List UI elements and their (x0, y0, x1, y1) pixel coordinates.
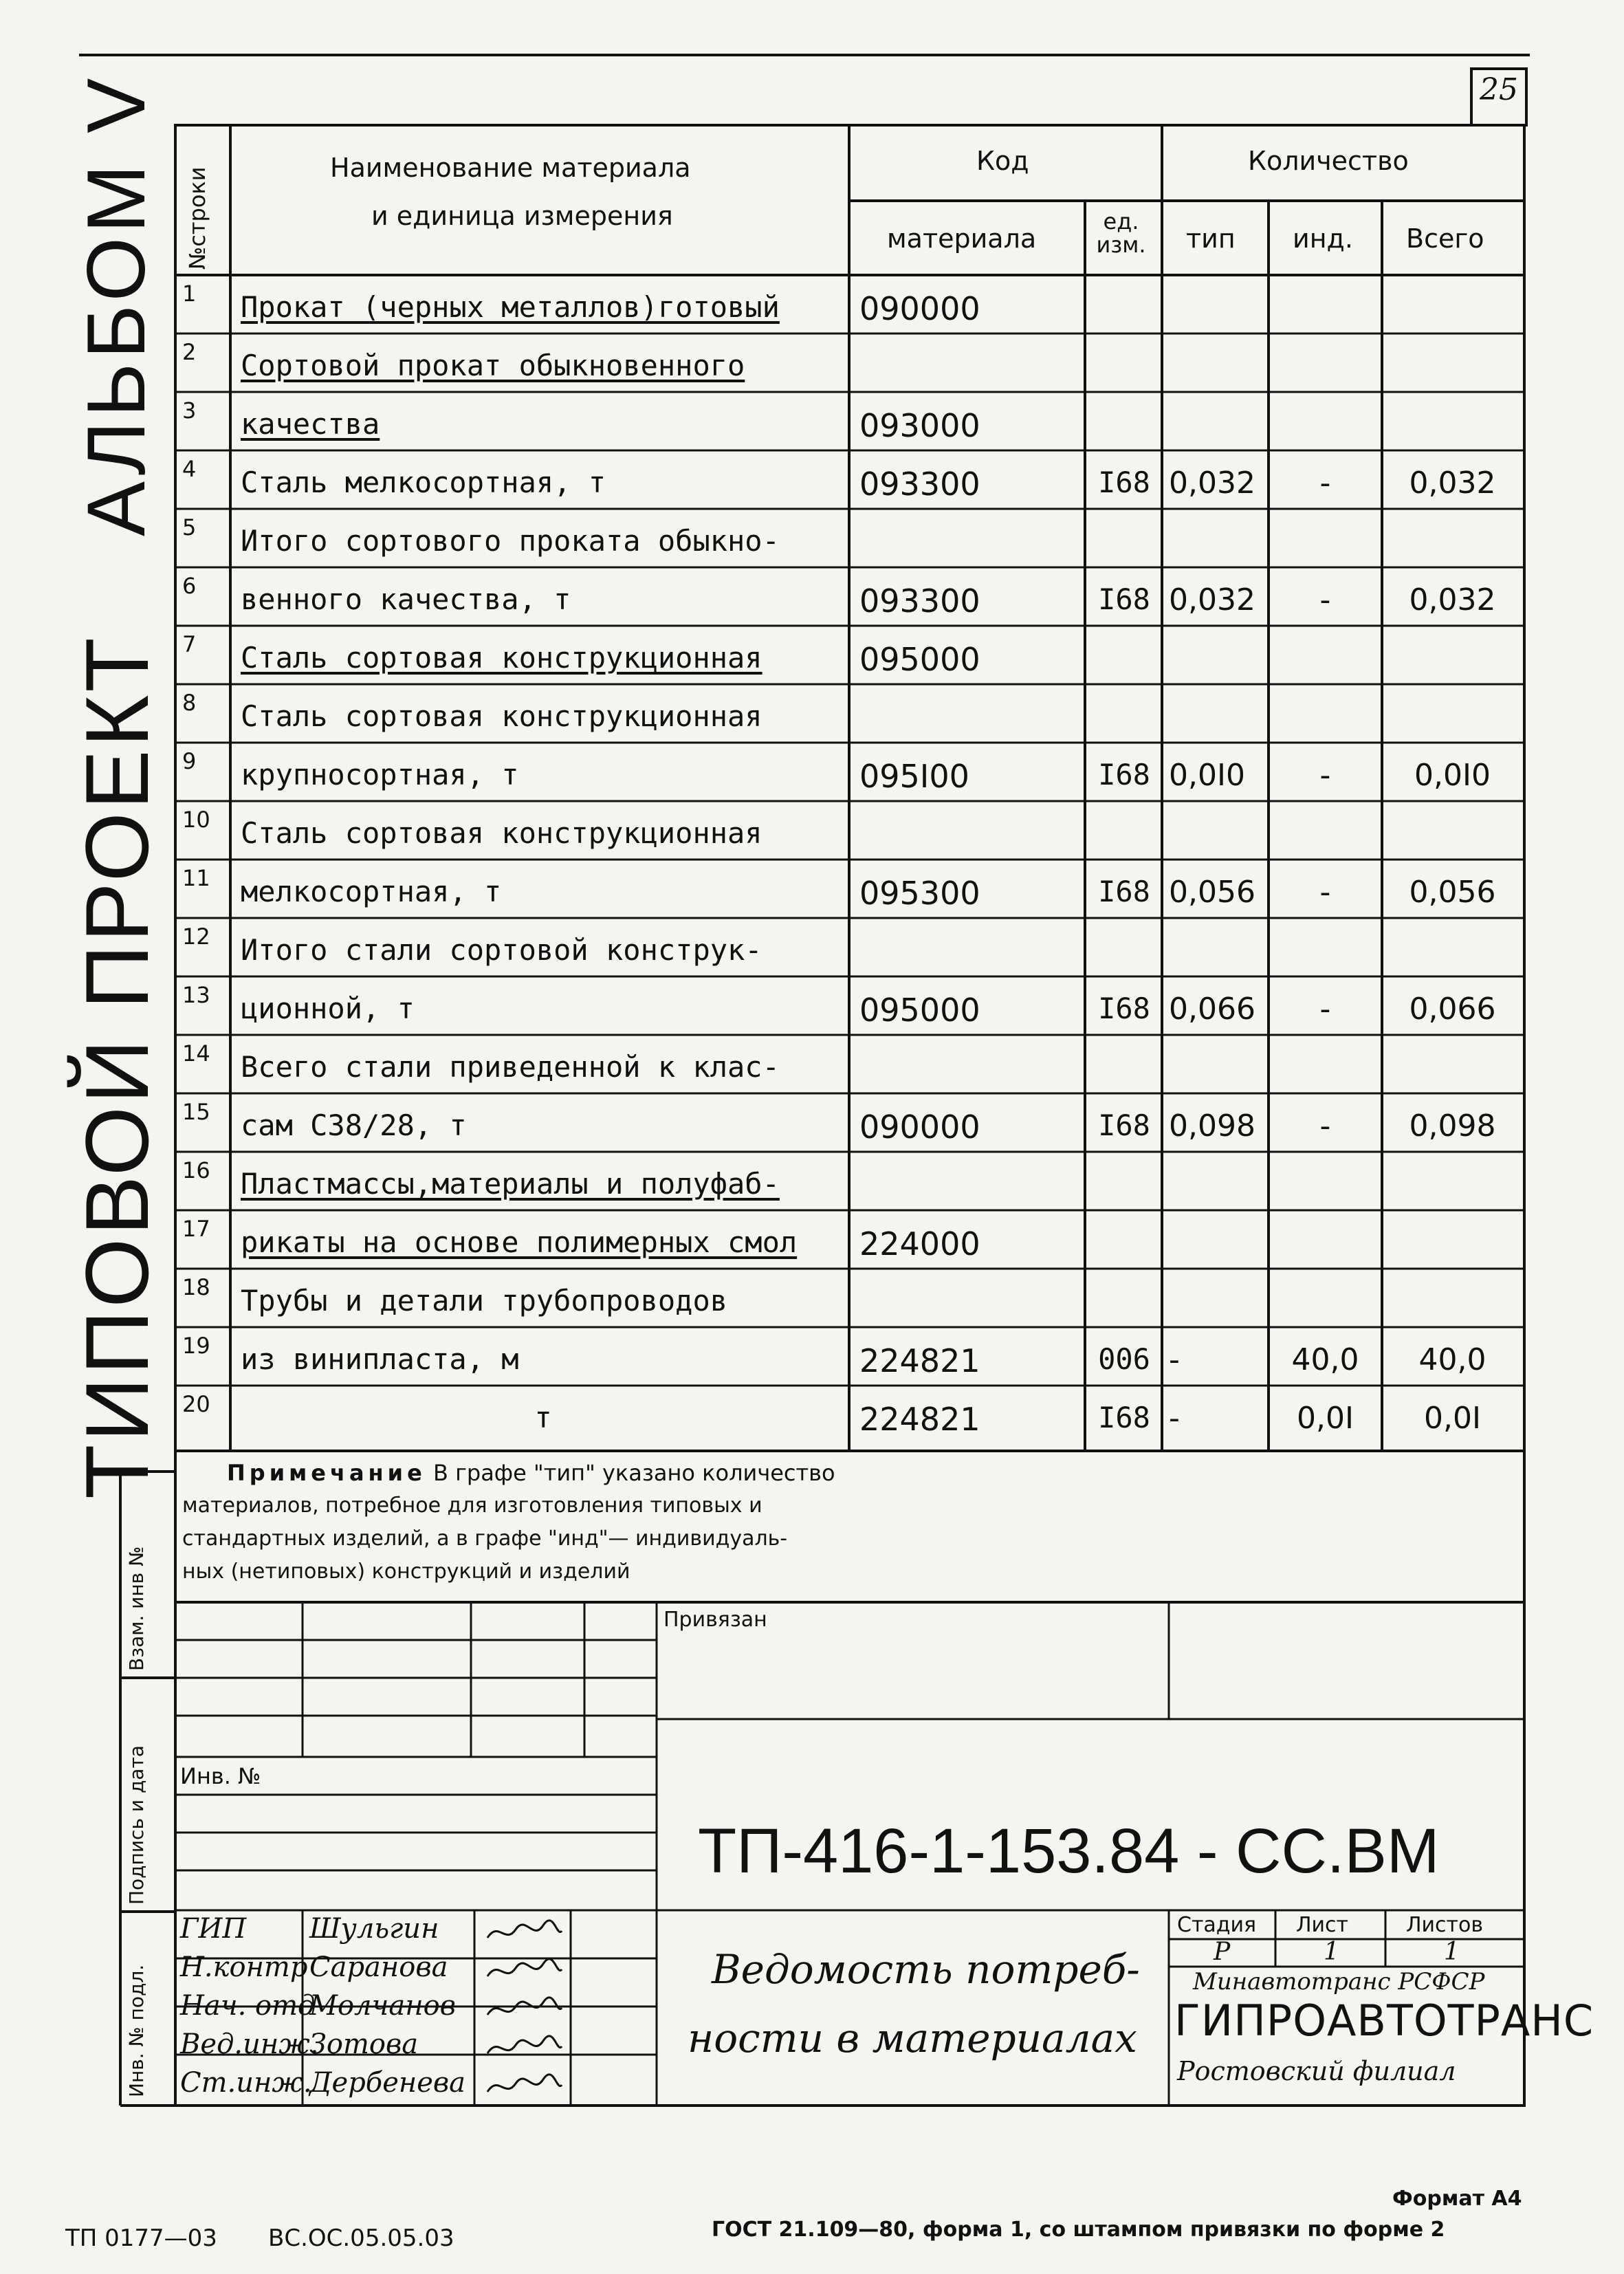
note-line-3: стандартных изделий, а в графе "инд"— индивидуаль- (182, 1527, 788, 1551)
header-code-unit: ед. изм. (1096, 208, 1146, 258)
table-row (0, 976, 1624, 1035)
page-number: 25 (1480, 72, 1518, 107)
table-row (0, 1093, 1624, 1152)
cell-code: 095I00 (859, 758, 969, 795)
cell-name: Итого стали сортовой конструк- (241, 933, 762, 967)
header-code: Код (976, 146, 1029, 176)
cell-total: 40,0 (1418, 1342, 1486, 1377)
footer-gost: ГОСТ 21.109—80, форма 1, со штампом привязки по форме 2 (712, 2218, 1445, 2242)
cell-total: 0,0I0 (1414, 758, 1491, 793)
table-row (0, 1152, 1624, 1210)
cell-no: 15 (182, 1099, 210, 1125)
table-row (0, 1210, 1624, 1269)
cell-unit: I68 (1098, 992, 1150, 1025)
table-row (0, 1269, 1624, 1327)
organization: ГИПРОАВТОТРАНС (1174, 1996, 1594, 2046)
cell-unit: 006 (1098, 1342, 1150, 1376)
header-qty-type: тип (1186, 223, 1236, 254)
signature-role: Ст.инж. (180, 2067, 312, 2099)
cell-no: 20 (182, 1391, 210, 1417)
cell-unit: I68 (1098, 466, 1150, 499)
cell-no: 3 (182, 397, 197, 424)
cell-code: 093300 (859, 466, 980, 503)
sheet-value: 1 (1324, 1938, 1339, 1966)
attached-label: Привязан (663, 1608, 767, 1632)
cell-typ: 0,032 (1169, 466, 1255, 501)
header-qty-ind: инд. (1293, 223, 1353, 254)
table-row (0, 918, 1624, 976)
cell-unit: I68 (1098, 1108, 1150, 1142)
cell-name: Всего стали приведенной к клас- (241, 1050, 780, 1084)
cell-name: Трубы и детали трубопроводов (241, 1284, 728, 1318)
cell-ind: - (1319, 992, 1331, 1027)
cell-no: 18 (182, 1274, 210, 1300)
signature-name: Саранова (309, 1952, 448, 1983)
cell-no: 5 (182, 514, 197, 540)
footer-code-left: ТП 0177—03 (65, 2224, 217, 2252)
table-row (0, 1327, 1624, 1386)
table-row (0, 801, 1624, 860)
signature-name: Молчанов (309, 1990, 456, 2022)
header-name-line1: Наименование материала (330, 153, 691, 183)
cell-name: Сталь сортовая конструкционная (241, 816, 762, 850)
cell-ind: 0,0I (1297, 1401, 1354, 1436)
cell-code: 090000 (859, 290, 980, 327)
cell-typ: 0,0I0 (1169, 758, 1245, 793)
cell-total: 0,032 (1409, 582, 1496, 617)
stamp-label-replace: Взам. инв № (125, 1546, 148, 1671)
cell-name: мелкосортная, т (241, 875, 502, 908)
cell-code: 090000 (859, 1108, 980, 1146)
note-line-1: В графе "тип" указано количество (432, 1460, 835, 1486)
cell-total: 0,032 (1409, 466, 1496, 501)
cell-ind: - (1319, 758, 1331, 793)
cell-name: Сталь сортовая конструкционная (241, 699, 762, 733)
note (182, 1456, 1489, 1588)
branch: Ростовский филиал (1177, 2056, 1456, 2086)
stamp-label-signature: Подпись и дата (125, 1745, 148, 1905)
cell-no: 6 (182, 573, 197, 599)
sheets-label: Листов (1406, 1913, 1484, 1937)
table-row (0, 860, 1624, 918)
cell-no: 8 (182, 690, 197, 716)
table-row (0, 1386, 1624, 1444)
cell-typ: 0,066 (1169, 992, 1255, 1027)
cell-name: Сталь мелкосортная, т (241, 466, 606, 499)
document-title-line2: ности в материалах (688, 2015, 1137, 2062)
cell-unit: I68 (1098, 875, 1150, 908)
ministry: Минавтотранс РСФСР (1193, 1968, 1485, 1996)
cell-unit: I68 (1098, 582, 1150, 616)
signature-name: Зотова (309, 2029, 419, 2060)
header-quantity: Количество (1248, 146, 1409, 176)
table-row (0, 567, 1624, 626)
table-row (0, 450, 1624, 509)
cell-code: 093300 (859, 582, 980, 620)
signature-role: Нач. отд (180, 1990, 316, 2022)
stamp-label-inv: Инв. № подл. (125, 1964, 148, 2097)
cell-code: 224000 (859, 1225, 980, 1262)
cell-name: крупносортная, т (241, 758, 519, 791)
cell-name: качества (241, 407, 380, 441)
cell-name: рикаты на основе полимерных смол (241, 1225, 798, 1259)
cell-name: Пластмассы,материалы и полуфаб- (241, 1167, 780, 1201)
cell-name: Итого сортового проката обыкно- (241, 524, 780, 558)
cell-name: сам С38/28, т (241, 1108, 467, 1142)
header-row-no: №строки (184, 166, 210, 270)
note-line-4: ных (нетиповых) конструкций и изделий (182, 1560, 630, 1584)
cell-no: 19 (182, 1333, 210, 1359)
cell-no: 1 (182, 281, 197, 307)
cell-name: Сталь сортовая конструкционная (241, 641, 762, 675)
sheets-value: 1 (1444, 1938, 1460, 1966)
cell-typ: 0,098 (1169, 1108, 1255, 1144)
cell-code: 224821 (859, 1401, 980, 1438)
note-heading: Примечание (227, 1460, 426, 1486)
table-row (0, 684, 1624, 743)
table-row (0, 509, 1624, 567)
cell-code: 095300 (859, 875, 980, 912)
cell-code: 093000 (859, 407, 980, 444)
signature-name: Дербенева (309, 2067, 466, 2099)
cell-no: 9 (182, 748, 197, 774)
table-row (0, 626, 1624, 684)
header-qty-total: Всего (1406, 223, 1484, 254)
stage-value: Р (1214, 1938, 1231, 1966)
document-designation: ТП-416-1-153.84 - СС.ВМ (698, 1816, 1440, 1886)
cell-name: ционной, т (241, 992, 415, 1025)
table-row (0, 1035, 1624, 1093)
signature-mark (485, 1994, 564, 2031)
stage-label: Стадия (1177, 1913, 1257, 1937)
note-line-2: материалов, потребное для изготовления типовых и (182, 1494, 762, 1518)
format-label: Формат А4 (1392, 2187, 1522, 2211)
header-code-material: материала (887, 223, 1037, 254)
cell-ind: 40,0 (1291, 1342, 1359, 1377)
cell-name: венного качества, т (241, 582, 571, 616)
cell-no: 13 (182, 982, 210, 1008)
cell-total: 0,0I (1424, 1401, 1481, 1436)
cell-total: 0,066 (1409, 992, 1496, 1027)
signature-mark (485, 2071, 564, 2108)
document-title-line1: Ведомость потреб- (712, 1946, 1140, 1993)
signature-role: Вед.инж. (180, 2029, 319, 2060)
album-label: АЛЬБОМ V (70, 74, 162, 536)
cell-no: 12 (182, 923, 210, 950)
project-label: ТИПОВОЙ ПРОЕКТ (67, 635, 167, 1499)
cell-code: 095000 (859, 992, 980, 1029)
table-row (0, 334, 1624, 392)
cell-no: 14 (182, 1040, 210, 1067)
cell-no: 16 (182, 1157, 210, 1183)
cell-no: 7 (182, 631, 197, 657)
table-row (0, 743, 1624, 801)
cell-typ: - (1169, 1401, 1180, 1436)
cell-name: из винипласта, м (241, 1342, 519, 1376)
cell-ind: - (1319, 1108, 1331, 1144)
cell-name: т (534, 1401, 552, 1434)
cell-no: 4 (182, 456, 197, 482)
cell-total: 0,098 (1409, 1108, 1496, 1144)
signature-mark (485, 1956, 564, 1992)
cell-typ: 0,032 (1169, 582, 1255, 617)
cell-total: 0,056 (1409, 875, 1496, 910)
signature-mark (485, 2033, 564, 2069)
cell-unit: I68 (1098, 1401, 1150, 1434)
signature-name: Шульгин (309, 1913, 439, 1945)
signature-role: Н.контр (180, 1952, 308, 1983)
cell-unit: I68 (1098, 758, 1150, 791)
cell-name: Прокат (черных металлов)готовый (241, 290, 780, 324)
cell-ind: - (1319, 875, 1331, 910)
cell-no: 10 (182, 807, 210, 833)
cell-ind: - (1319, 466, 1331, 501)
signature-role: ГИП (180, 1913, 247, 1945)
cell-typ: 0,056 (1169, 875, 1255, 910)
footer-code-mid: ВС.ОС.05.05.03 (268, 2224, 454, 2252)
sheet-label: Лист (1296, 1913, 1349, 1937)
cell-ind: - (1319, 582, 1331, 617)
cell-code: 095000 (859, 641, 980, 678)
table-row (0, 392, 1624, 450)
cell-no: 17 (182, 1216, 210, 1242)
header-name-line2: и единица измерения (371, 201, 673, 231)
inv-no-label: Инв. № (180, 1763, 261, 1789)
cell-no: 2 (182, 339, 197, 365)
table-row (0, 275, 1624, 334)
cell-code: 224821 (859, 1342, 980, 1379)
signature-mark (485, 1917, 564, 1954)
cell-name: Сортовой прокат обыкновенного (241, 349, 745, 382)
cell-typ: - (1169, 1342, 1180, 1377)
cell-no: 11 (182, 865, 210, 891)
